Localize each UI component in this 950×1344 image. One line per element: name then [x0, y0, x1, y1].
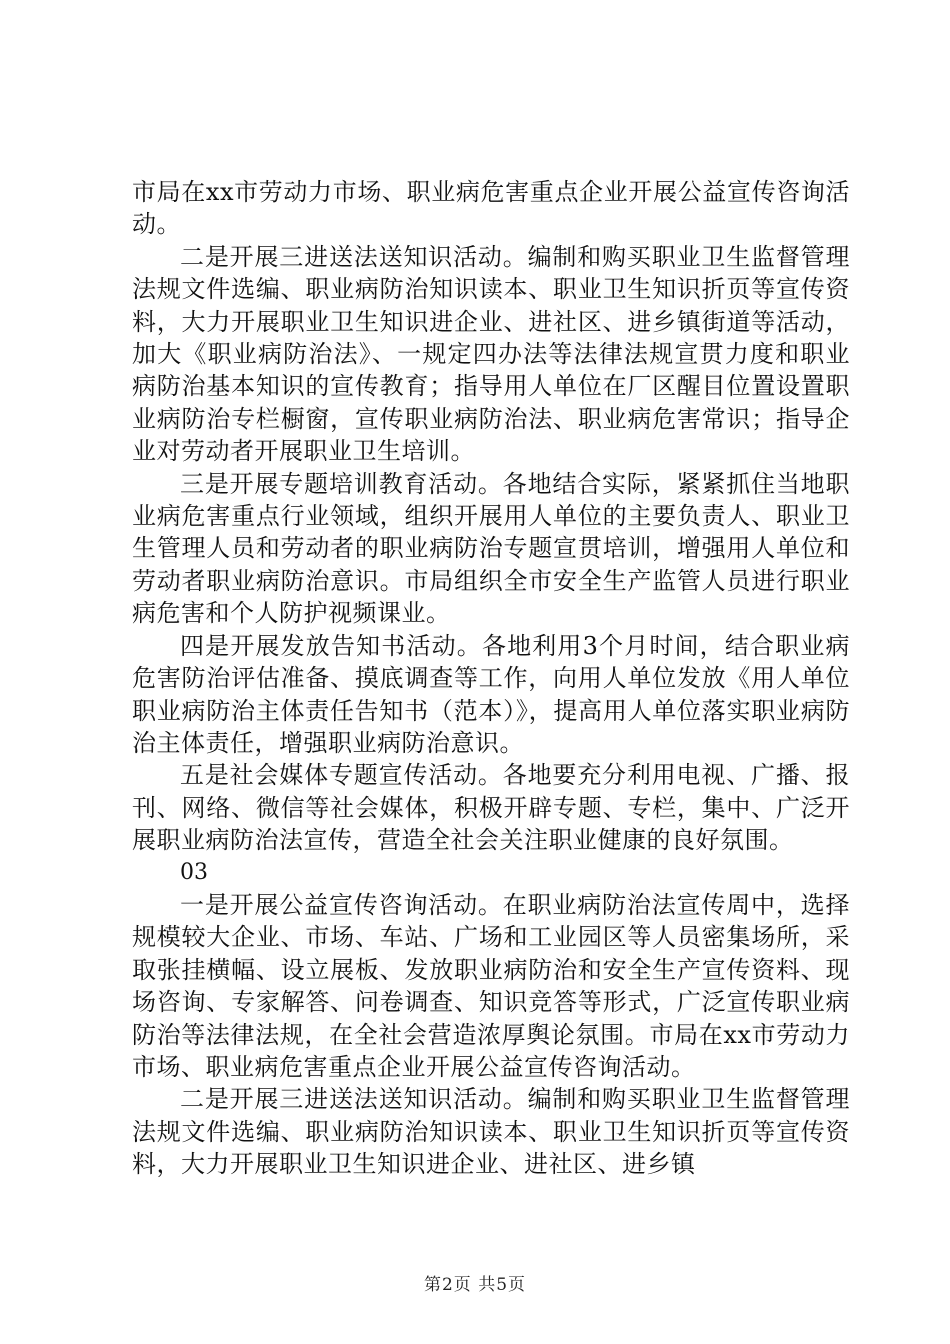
paragraph-item-two-repeat: 二是开展三进送法送知识活动。编制和购买职业卫生监督管理法规文件选编、职业病防治知识读本、职业卫生知识折页等宣传资料，大力开展职业卫生知识进企业、进社区、进乡镇: [132, 1085, 850, 1179]
paragraph-item-five: 五是社会媒体专题宣传活动。各地要充分利用电视、广播、报刊、网络、微信等社会媒体，积极开辟专题、专栏，集中、广泛开展职业病防治法宣传，营造全社会关注职业健康的良好氛围。: [132, 761, 850, 855]
paragraph-continuation: 市局在xx市劳动力市场、职业病危害重点企业开展公益宣传咨询活动。: [132, 178, 850, 239]
page-footer: 第2页 共5页: [423, 1275, 527, 1295]
paragraph-item-one-repeat: 一是开展公益宣传咨询活动。在职业病防治法宣传周中，选择规模较大企业、市场、车站、广场和工业园区等人员密集场所，采取张挂横幅、设立展板、发放职业病防治和安全生产宣传资料、现场咨询、专家解答、问卷调查、知识竞答等形式，广泛宣传职业病防治等法律法规，在全社会营造浓厚舆论氛围。市局在xx市劳动力市场、职业病危害重点企业开展公益宣传咨询活动。: [132, 890, 850, 1081]
paragraph-item-four: 四是开展发放告知书活动。各地利用3个月时间，结合职业病危害防治评估准备、摸底调查等工作，向用人单位发放《用人单位职业病防治主体责任告知书（范本）》，提高用人单位落实职业病防治主体责任，增强职业病防治意识。: [132, 631, 850, 757]
document-body: [132, 176, 850, 1181]
paragraph-item-three: 三是开展专题培训教育活动。各地结合实际，紧紧抓住当地职业病危害重点行业领域，组织开展用人单位的主要负责人、职业卫生管理人员和劳动者的职业病防治专题宣贯培训，增强用人单位和劳动者职业病防治意识。市局组织全市安全生产监管人员进行职业病危害和个人防护视频课业。: [132, 469, 850, 628]
paragraph-item-two: 二是开展三进送法送知识活动。编制和购买职业卫生监督管理法规文件选编、职业病防治知识读本、职业卫生知识折页等宣传资料，大力开展职业卫生知识进企业、进社区、进乡镇街道等活动，加大《职业病防治法》、一规定四办法等法律法规宣贯力度和职业病防治基本知识的宣传教育；指导用人单位在厂区醒目位置设置职业病防治专栏橱窗，宣传职业病防治法、职业病危害常识；指导企业对劳动者开展职业卫生培训。: [132, 242, 850, 466]
section-number: 03: [180, 859, 208, 885]
